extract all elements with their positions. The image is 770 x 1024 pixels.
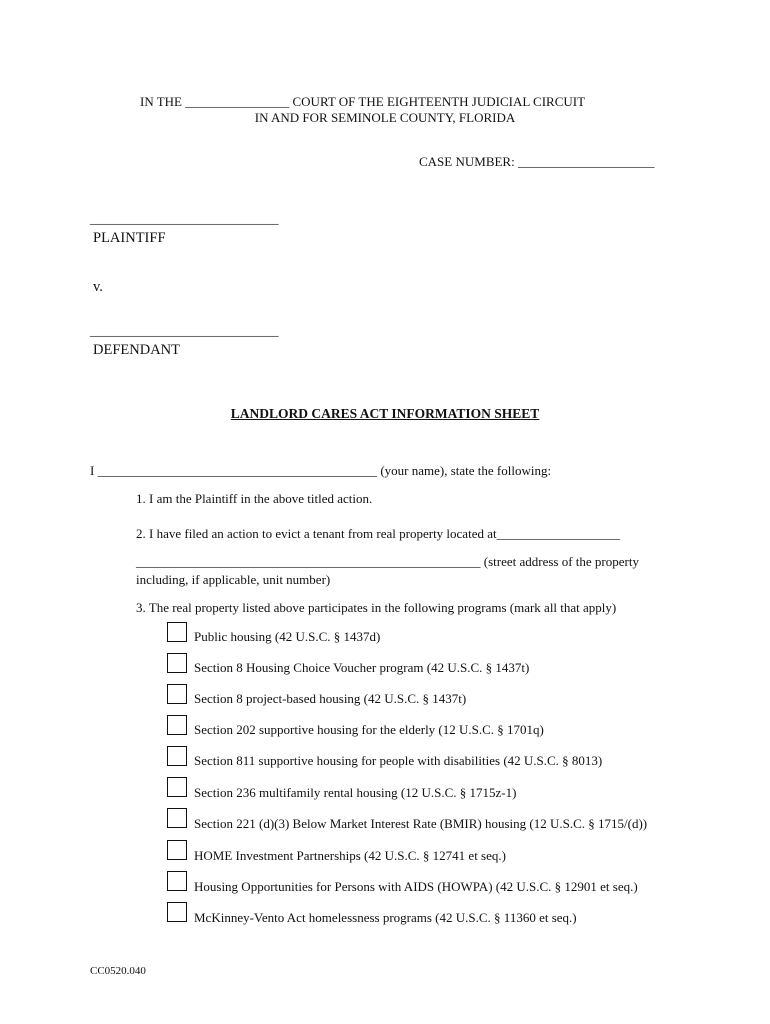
- program-label: McKinney-Vento Act homelessness programs (42 U.S.C. § 11360 et seq.): [194, 910, 577, 925]
- defendant-name-line[interactable]: _____________________________: [90, 323, 279, 338]
- program-checkbox-home[interactable]: [167, 840, 187, 860]
- program-label: Housing Opportunities for Persons with AIDS (HOWPA) (42 U.S.C. § 12901 et seq.): [194, 879, 638, 894]
- form-code: CC0520.040: [90, 965, 146, 977]
- program-checkbox-mckinney-vento[interactable]: [167, 902, 187, 922]
- program-checkbox-section8-voucher[interactable]: [167, 653, 187, 673]
- program-label: Section 202 supportive housing for the elderly (12 U.S.C. § 1701q): [194, 722, 544, 737]
- program-label: Section 236 multifamily rental housing (12 U.S.C. § 1715z-1): [194, 785, 517, 800]
- court-heading-line1: IN THE ________________ COURT OF THE EIGHTEENTH JUDICIAL CIRCUIT: [140, 94, 586, 109]
- program-label: Public housing (42 U.S.C. § 1437d): [194, 629, 381, 644]
- program-checkbox-section221[interactable]: [167, 808, 187, 828]
- item-3: 3. The real property listed above participates in the following programs (mark all that apply): [136, 600, 617, 615]
- program-checkbox-public-housing[interactable]: [167, 622, 187, 642]
- item-2-address-note: including, if applicable, unit number): [136, 572, 331, 587]
- item-2[interactable]: 2. I have filed an action to evict a tenant from real property located at___________________: [136, 526, 621, 541]
- court-heading-line2: IN AND FOR SEMINOLE COUNTY, FLORIDA: [254, 110, 516, 125]
- document-title: LANDLORD CARES ACT INFORMATION SHEET: [230, 406, 540, 421]
- program-label: Section 8 Housing Choice Voucher program (42 U.S.C. § 1437t): [194, 660, 530, 675]
- program-checkbox-section202[interactable]: [167, 715, 187, 735]
- program-label: Section 8 project-based housing (42 U.S.C. § 1437t): [194, 691, 467, 706]
- plaintiff-name-line[interactable]: _____________________________: [90, 211, 279, 226]
- program-checkbox-section236[interactable]: [167, 777, 187, 797]
- item-1: 1. I am the Plaintiff in the above titled action.: [136, 491, 373, 506]
- program-label: Section 221 (d)(3) Below Market Interest Rate (BMIR) housing (12 U.S.C. § 1715/(d)): [194, 816, 648, 831]
- item-2-address-line[interactable]: _____________________________________________________ (street address of the property: [136, 554, 639, 569]
- defendant-label: DEFENDANT: [93, 342, 180, 358]
- program-checkbox-section8-project[interactable]: [167, 684, 187, 704]
- program-label: Section 811 supportive housing for people with disabilities (42 U.S.C. § 8013): [194, 753, 603, 768]
- versus-label: v.: [93, 279, 103, 295]
- program-checkbox-section811[interactable]: [167, 746, 187, 766]
- program-label: HOME Investment Partnerships (42 U.S.C. § 12741 et seq.): [194, 848, 506, 863]
- case-number-field[interactable]: CASE NUMBER: _____________________: [419, 154, 655, 169]
- plaintiff-label: PLAINTIFF: [93, 230, 166, 246]
- your-name-statement[interactable]: I ___________________________________________ (your name), state the following:: [90, 463, 552, 478]
- program-checkbox-hopwa[interactable]: [167, 871, 187, 891]
